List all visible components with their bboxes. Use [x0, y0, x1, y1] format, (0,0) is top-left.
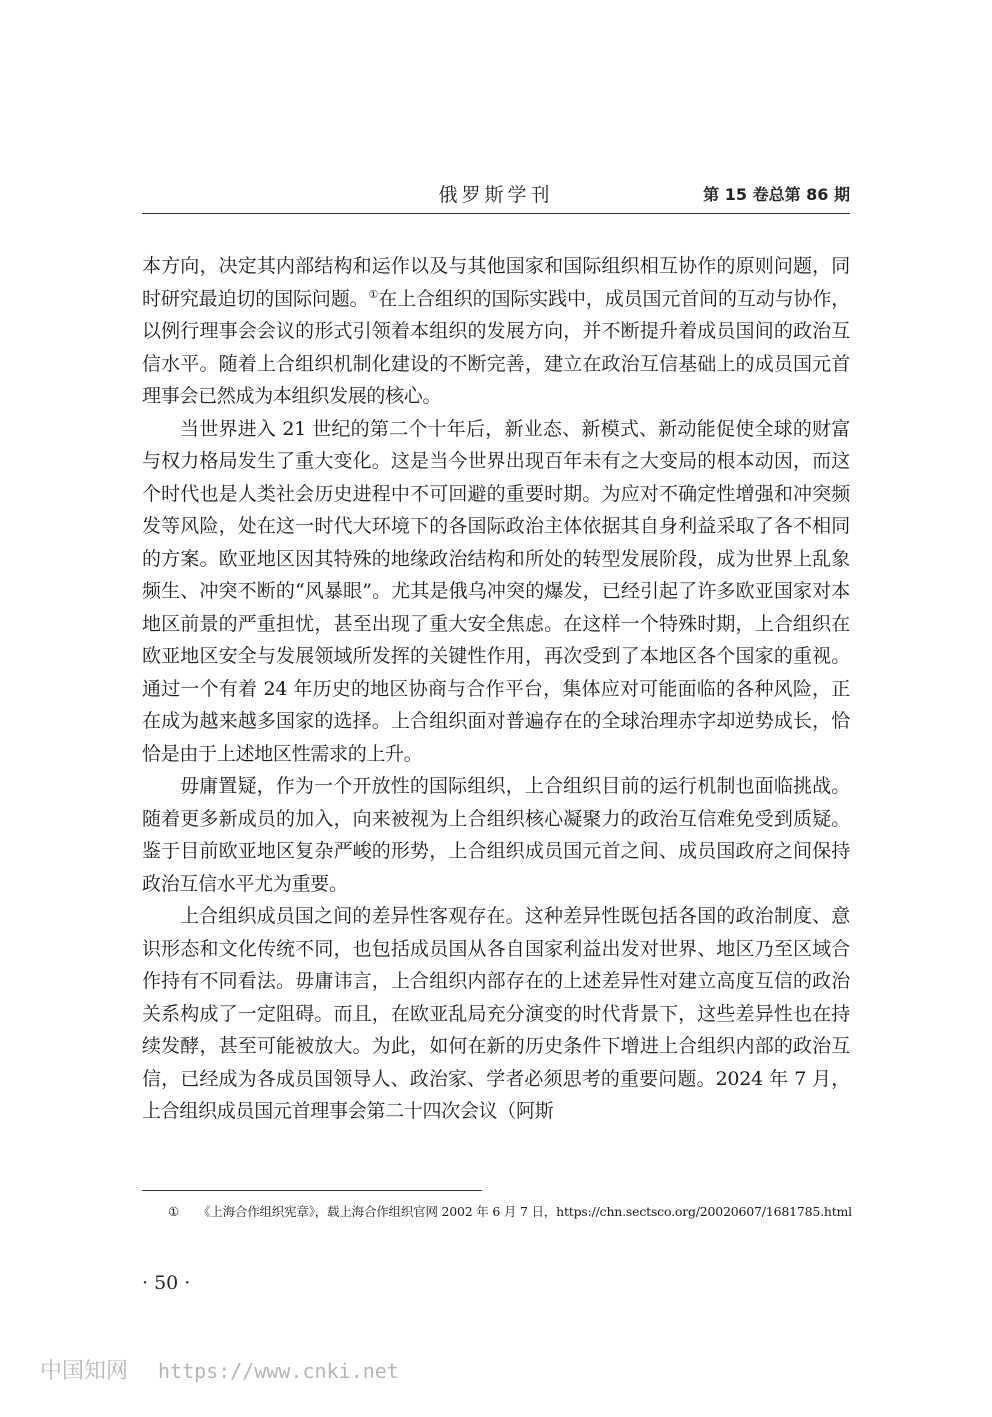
paragraph-1-text-start: 本方向，决定其内部结构和运作以及与其他国家和国际组织相互协作的原则问题，同时研究最迫切的国际问题。: [142, 255, 850, 310]
running-header: [142, 176, 850, 216]
body-text: [142, 250, 850, 1128]
paragraph-1-text-end: 在上合组织的国际实践中，成员国元首间的互动与协作，以例行理事会会议的形式引领着本组织的发展方向，并不断提升着成员国间的政治互信水平。随着上合组织机制化建设的不断完善，建立在政治互信基础上的成员国元首理事会已然成为本组织发展的核心。: [142, 287, 850, 407]
footnote-mark: ①: [168, 1204, 180, 1219]
journal-title: 俄罗斯学刊: [438, 184, 554, 206]
footnote-rule: [142, 1190, 482, 1191]
footnote-text[interactable]: 《上海合作组织宪章》，载上海合作组织官网 2002 年 6 月 7 日，https://chn.sectsco.org/20020607/1681785.html: [198, 1204, 852, 1219]
issue-info: 第 15 卷总第 86 期: [703, 185, 850, 204]
watermark-brand: 中国知网: [40, 1359, 129, 1384]
footnote: [168, 1203, 858, 1221]
footnote-reference[interactable]: ①: [368, 287, 379, 301]
watermark-url[interactable]: https://www.cnki.net: [158, 1359, 399, 1383]
header-rule: [142, 213, 850, 214]
paragraph-3: 毋庸置疑，作为一个开放性的国际组织，上合组织目前的运行机制也面临挑战。随着更多新成员的加入，向来被视为上合组织核心凝聚力的政治互信难免受到质疑。鉴于目前欧亚地区复杂严峻的形势，上合组织成员国元首之间、成员国政府之间保持政治互信水平尤为重要。: [142, 775, 850, 895]
paragraph-2: 当世界进入 21 世纪的第二个十年后，新业态、新模式、新动能促使全球的财富与权力格局发生了重大变化。这是当今世界出现百年未有之大变局的根本动因，而这个时代也是人类社会历史进程中不可回避的重要时期。为应对不确定性增强和冲突频发等风险，处在这一时代大环境下的各国际政治主体依据其自身利益采取了各不相同的方案。欧亚地区因其特殊的地缘政治结构和所处的转型发展阶段，成为世界上乱象频生、冲突不断的“风暴眼”。尤其是俄乌冲突的爆发，已经引起了许多欧亚国家对本地区前景的严重担忧，甚至出现了重大安全焦虑。在这样一个特殊时期，上合组织在欧亚地区安全与发展领域所发挥的关键性作用，再次受到了本地区各个国家的重视。通过一个有着 24 年历史的地区协商与合作平台，集体应对可能面临的各种风险，正在成为越来越多国家的选择。上合组织面对普遍存在的全球治理赤字却逆势成长，恰恰是由于上述地区性需求的上升。: [142, 417, 850, 765]
watermark: [40, 1354, 399, 1385]
page-number: · 50 ·: [142, 1272, 191, 1294]
paragraph-1: [142, 250, 850, 413]
paragraph-4: 上合组织成员国之间的差异性客观存在。这种差异性既包括各国的政治制度、意识形态和文化传统不同，也包括成员国从各自国家利益出发对世界、地区乃至区域合作持有不同看法。毋庸讳言，上合组织内部存在的上述差异性对建立高度互信的政治关系构成了一定阻碍。而且，在欧亚乱局充分演变的时代背景下，这些差异性也在持续发酵，甚至可能被放大。为此，如何在新的历史条件下增进上合组织内部的政治互信，已经成为各成员国领导人、政治家、学者必须思考的重要问题。2024 年 7 月，上合组织成员国元首理事会第二十四次会议（阿斯: [142, 905, 850, 1122]
